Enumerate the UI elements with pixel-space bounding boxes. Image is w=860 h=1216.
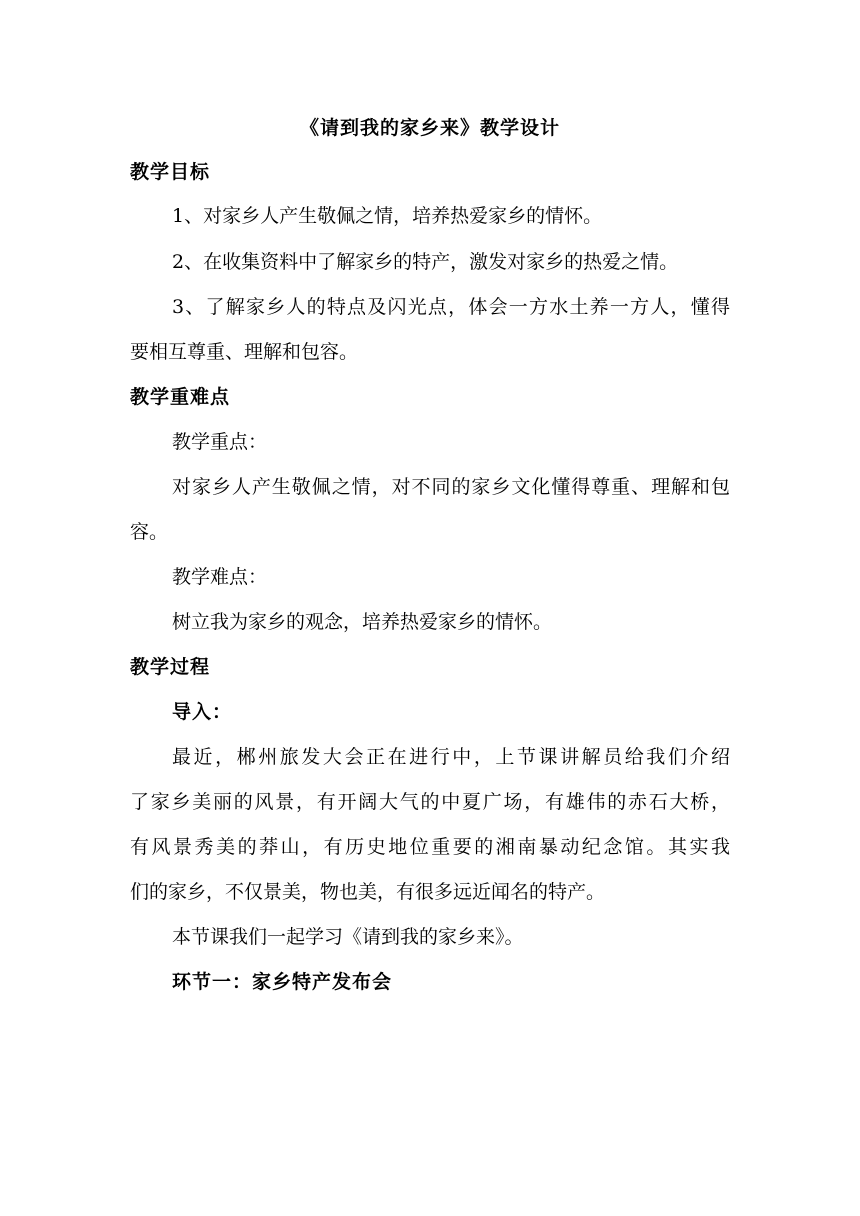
- intro-text-line-3: 有风景秀美的莽山，有历史地位重要的湘南暴动纪念馆。其实我: [130, 836, 730, 858]
- lesson-intro-line: 本节课我们一起学习《请到我的家乡来》。: [172, 926, 524, 948]
- intro-label: 导入：: [172, 701, 233, 723]
- objective-item-3-line-2: 要相互尊重、理解和包容。: [130, 341, 359, 363]
- focus-text-line-2: 容。: [130, 521, 169, 543]
- difficulty-label: 教学难点：: [172, 566, 268, 588]
- process-heading: 教学过程: [130, 656, 211, 678]
- objectives-heading: 教学目标: [130, 161, 211, 183]
- section-1-heading: 环节一：家乡特产发布会: [172, 971, 393, 993]
- objective-item-3-line-1: 3、了解家乡人的特点及闪光点，体会一方水土养一方人，懂得: [172, 296, 730, 318]
- objective-item-1: 1、对家乡人产生敬佩之情，培养热爱家乡的情怀。: [172, 205, 603, 227]
- intro-text-line-4: 们的家乡，不仅景美，物也美，有很多远近闻名的特产。: [130, 881, 606, 903]
- intro-text-line-1: 最近，郴州旅发大会正在进行中，上节课讲解员给我们介绍: [172, 746, 730, 768]
- page-title: 《请到我的家乡来》教学设计: [299, 117, 560, 139]
- difficulty-text: 树立我为家乡的观念，培养热爱家乡的情怀。: [172, 611, 553, 633]
- objective-item-2: 2、在收集资料中了解家乡的特产，激发对家乡的热爱之情。: [172, 251, 679, 273]
- intro-text-line-2: 了家乡美丽的风景，有开阔大气的中夏广场，有雄伟的赤石大桥，: [130, 791, 730, 813]
- key-points-heading: 教学重难点: [130, 386, 231, 408]
- focus-text-line-1: 对家乡人产生敬佩之情，对不同的家乡文化懂得尊重、理解和包: [172, 476, 730, 498]
- focus-label: 教学重点：: [172, 431, 268, 453]
